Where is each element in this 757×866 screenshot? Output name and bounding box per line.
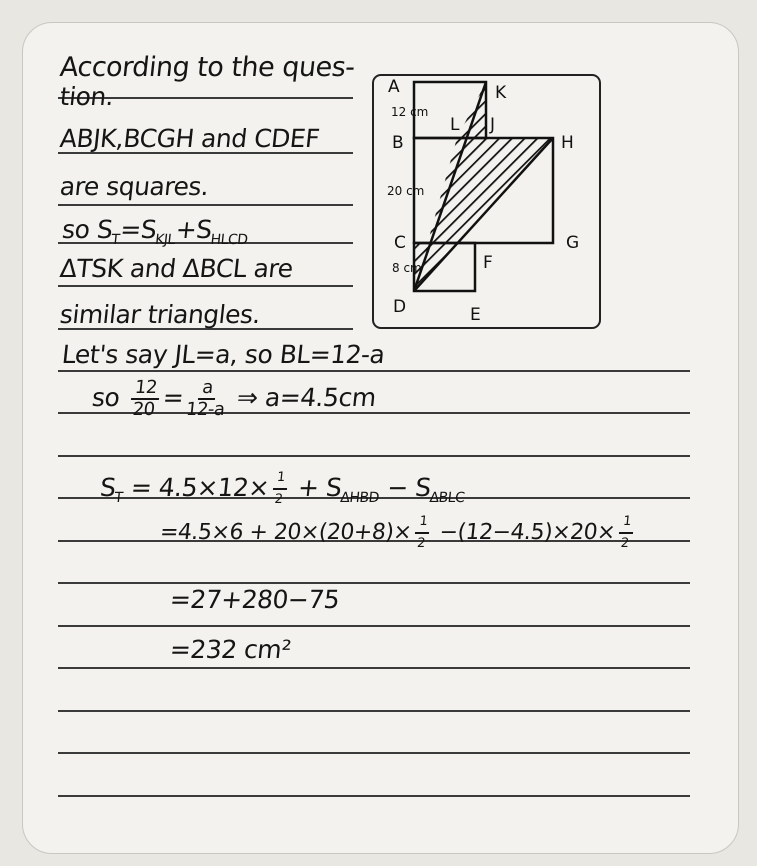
numerator: 1 bbox=[273, 468, 289, 490]
text: S bbox=[98, 473, 118, 502]
denominator: 12-a bbox=[184, 399, 226, 420]
label-ab-length: 12 cm bbox=[391, 105, 429, 119]
numerator: 1 bbox=[619, 512, 635, 534]
text-line: =27+280−75 bbox=[168, 585, 341, 614]
text: −(12−4.5)×20× bbox=[438, 520, 617, 545]
text: so bbox=[90, 383, 122, 412]
denominator: 2 bbox=[416, 536, 426, 551]
text: =S bbox=[118, 215, 158, 244]
numerator: a bbox=[198, 378, 217, 400]
text: = 4.5×12× bbox=[129, 473, 271, 502]
denominator: 2 bbox=[620, 536, 630, 551]
label-c: C bbox=[394, 233, 406, 253]
text: = bbox=[161, 383, 185, 412]
text: +S bbox=[174, 215, 214, 244]
subscript: T bbox=[113, 490, 124, 506]
numerator: 1 bbox=[415, 512, 431, 534]
subscript: ΔBLC bbox=[428, 490, 466, 506]
denominator: 2 bbox=[273, 492, 284, 507]
denominator: 20 bbox=[131, 399, 156, 420]
text-line: ΔTSK and ΔBCL are bbox=[58, 254, 295, 283]
label-l: L bbox=[450, 115, 460, 135]
label-a: A bbox=[388, 77, 400, 97]
text-line: =232 cm² bbox=[168, 635, 293, 664]
text-line: similar triangles. bbox=[58, 300, 262, 329]
label-h: H bbox=[561, 133, 574, 153]
label-cd-length: 8 cm bbox=[392, 261, 422, 275]
label-g: G bbox=[566, 233, 580, 253]
text-line: According to the ques- bbox=[58, 52, 357, 83]
subscript: KJL bbox=[154, 232, 176, 248]
label-b: B bbox=[392, 133, 404, 153]
label-j: J bbox=[490, 115, 496, 135]
text: so S bbox=[60, 215, 114, 244]
label-k: K bbox=[495, 83, 507, 103]
text: =4.5×6 + 20×(20+8)× bbox=[158, 520, 413, 545]
numerator: 12 bbox=[131, 378, 161, 400]
label-bc-length: 20 cm bbox=[387, 184, 425, 198]
label-d: D bbox=[393, 297, 407, 317]
subscript: ΔHBD bbox=[339, 490, 380, 506]
label-e: E bbox=[470, 305, 481, 325]
text-line: tion. bbox=[58, 82, 115, 111]
text-line: are squares. bbox=[58, 172, 211, 201]
shaded-triangle-kjl bbox=[457, 82, 486, 138]
subscript: HLCD bbox=[209, 232, 249, 248]
text-line: Let's say JL=a, so BL=12-a bbox=[60, 340, 387, 369]
subscript: T bbox=[110, 232, 121, 248]
text-line: ABJK,BCGH and CDEF bbox=[58, 124, 321, 153]
label-f: F bbox=[483, 253, 493, 273]
text: − S bbox=[385, 473, 433, 502]
text: + S bbox=[296, 473, 343, 502]
text: ⇒ a=4.5cm bbox=[235, 383, 378, 412]
